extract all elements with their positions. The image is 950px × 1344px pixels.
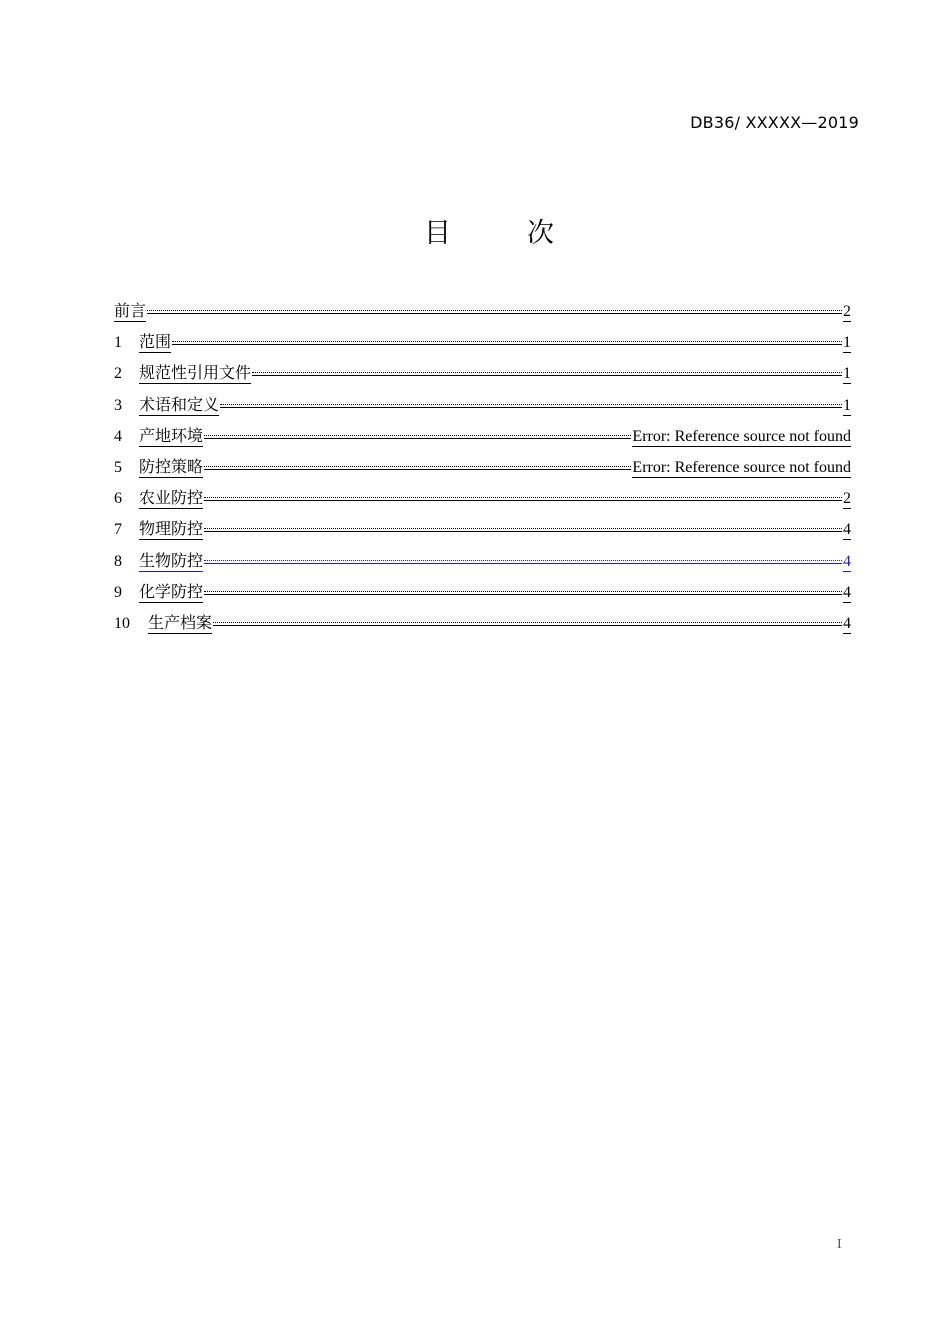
toc-entry-label: 前言 [114,298,146,322]
toc-entry-terms-definitions[interactable] [114,392,851,423]
title-char-ci: 次 [527,218,554,249]
toc-entry-label: 物理防控 [139,516,203,540]
toc-entry-page: Error: Reference source not found [632,427,851,445]
table-of-contents [114,298,851,641]
toc-entry-page: 4 [843,614,851,632]
toc-entry-number: 9 [114,583,122,601]
toc-entry-number: 5 [114,458,122,476]
toc-entry-number: 4 [114,427,122,445]
toc-entry-label: 术语和定义 [139,392,219,416]
toc-leader-dots [204,594,842,595]
toc-entry-chemical-control[interactable] [114,579,851,610]
toc-entry-page: 2 [843,490,851,508]
toc-leader-dots [220,407,842,408]
toc-entry-number: 10 [114,614,130,632]
toc-leader-dots [172,344,842,345]
toc-entry-label: 产地环境 [139,423,203,447]
toc-leader-dots [204,438,631,439]
toc-leader-dots [147,313,842,314]
toc-leader-dots [252,375,842,376]
toc-leader-dots [204,563,842,564]
toc-entry-page: 1 [843,334,851,352]
toc-entry-physical-control[interactable] [114,516,851,547]
toc-entry-agricultural-control[interactable] [114,485,851,516]
toc-entry-number: 2 [114,365,122,383]
toc-entry-production-records[interactable] [114,610,851,641]
toc-leader-dots [204,531,842,532]
toc-entry-scope[interactable] [114,329,851,360]
toc-entry-label: 生物防控 [139,548,203,572]
toc-entry-page: 1 [843,396,851,414]
toc-entry-control-strategy[interactable] [114,454,851,485]
toc-entry-page: 1 [843,365,851,383]
toc-entry-page: 2 [843,303,851,320]
toc-entry-number: 8 [114,552,122,570]
toc-entry-label: 农业防控 [139,485,203,509]
toc-entry-production-environment[interactable] [114,423,851,454]
title-char-mu: 目 [424,218,451,249]
toc-leader-dots [213,625,842,626]
toc-entry-number: 1 [114,334,122,352]
document-code: DB36/ XXXXX—2019 [690,113,859,132]
page-number: I [837,1237,842,1252]
toc-entry-page: Error: Reference source not found [632,458,851,476]
toc-leader-dots [204,500,842,501]
toc-entry-number: 3 [114,396,122,414]
toc-entry-label: 生产档案 [148,610,212,634]
toc-entry-page: 4 [843,552,851,570]
toc-leader-dots [204,469,631,470]
page-title [0,211,950,250]
toc-entry-label: 化学防控 [139,579,203,603]
toc-entry-label: 范围 [139,329,171,353]
toc-entry-label: 防控策略 [139,454,203,478]
toc-entry-normative-references[interactable] [114,360,851,391]
toc-entry-biological-control[interactable] [114,548,851,579]
toc-entry-page: 4 [843,583,851,601]
toc-entry-foreword[interactable] [114,298,851,329]
toc-entry-page: 4 [843,521,851,539]
toc-entry-label: 规范性引用文件 [139,360,251,384]
toc-entry-number: 7 [114,521,122,539]
toc-entry-number: 6 [114,490,122,508]
